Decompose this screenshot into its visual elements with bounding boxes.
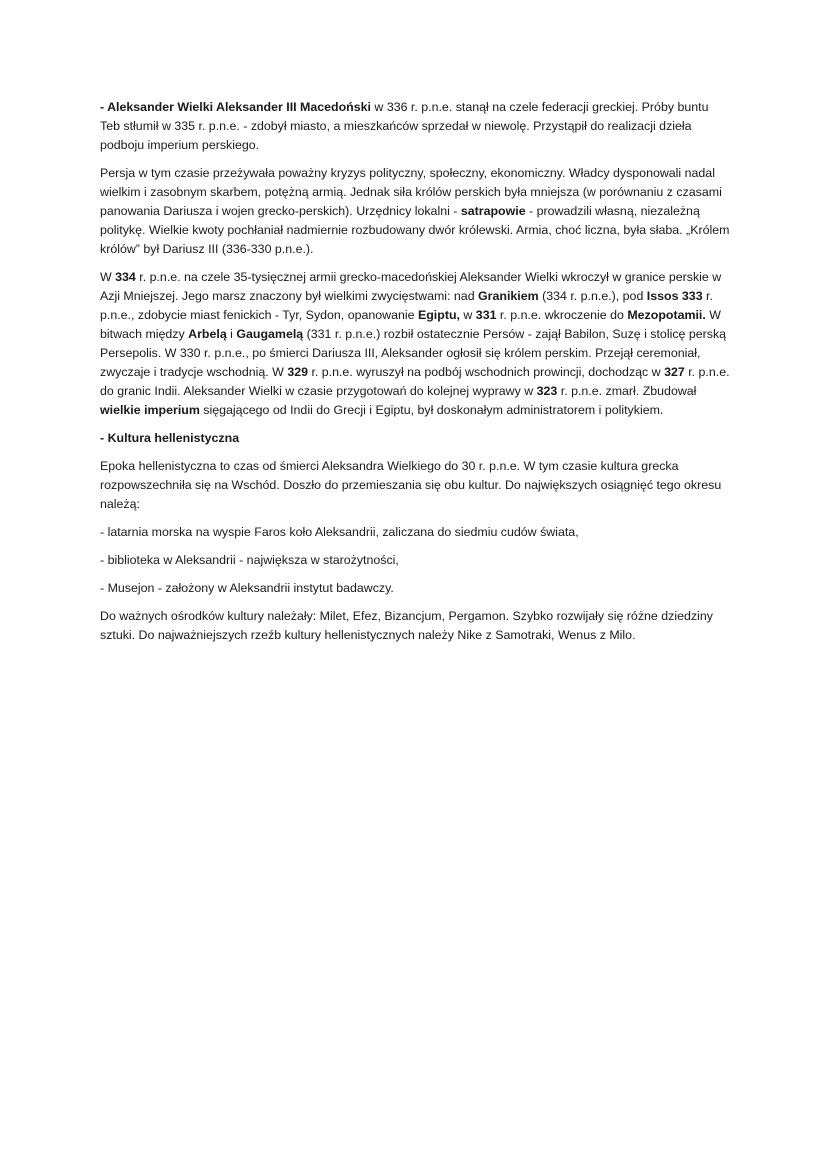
text-segment: - Musejon - założony w Aleksandrii instytut badawczy. xyxy=(100,581,394,595)
list-item-biblioteka xyxy=(100,551,730,570)
list-item-musejon xyxy=(100,579,730,598)
bold-text: Mezopotamii. xyxy=(627,308,706,322)
bold-text: - Kultura hellenistyczna xyxy=(100,431,240,445)
paragraph-osrodki xyxy=(100,607,730,645)
text-segment: w 336 r. p.n.e. stanął na czele federacji greckiej. Próby buntu Teb stłumił w 335 r. p.n.e. - zdobył miasto, a mieszkańców sprzedał w niewolę. Przystąpił do realizacji dzieła podboju imperium perskiego. xyxy=(100,100,709,152)
text-segment: w xyxy=(459,308,476,322)
bold-text: Gaugamelą xyxy=(236,327,304,341)
bold-text: satrapowie xyxy=(460,204,526,218)
bold-text: 327 xyxy=(664,365,685,379)
text-segment: W xyxy=(100,270,116,284)
text-segment: (331 r. p.n.e.) rozbił ostatecznie Persów - zajął Babilon, Suzę i stolicę perską Persepolis. W 330 r. p.n.e., po śmierci Dariusza III, Aleksander ogłosił się królem perskim. Przejął ceremoniał, zwyczaje i tradycje wschodnią. W xyxy=(100,327,727,379)
list-item-latarnia xyxy=(100,523,730,542)
document-page xyxy=(100,98,730,654)
text-segment: - latarnia morska na wyspie Faros koło Aleksandrii, zaliczana do siedmiu cudów świata, xyxy=(100,525,579,539)
text-segment: sięgającego od Indii do Grecji i Egiptu, był doskonałym administratorem i politykiem. xyxy=(199,403,664,417)
text-segment: W bitwach między xyxy=(100,308,721,341)
text-segment: r. p.n.e., zdobycie miast fenickich - Tyr, Sydon, opanowanie xyxy=(100,289,713,322)
text-segment: Persja w tym czasie przeżywała poważny kryzys polityczny, społeczny, ekonomiczny. Władcy dysponowali nadal wielkim i zasobnym skarbem, potężną armią. Jednak siła królów perskich była mniejsza (w porównaniu z czasami panowania Dariusza i wojen grecko-perskich). Urzędnicy lokalni - xyxy=(100,166,722,218)
bold-text: Egiptu, xyxy=(417,308,460,322)
text-segment: - prowadzili własną, niezależną politykę. Wielkie kwoty pochłaniał nadmiernie rozbudowany dwór królewski. Armia, choć liczna, była słaba. „Królem królów” był Dariusz III (336-330 p.n.e.). xyxy=(100,204,730,256)
bold-text: - Aleksander Wielki Aleksander III Macedoński xyxy=(100,100,371,114)
bold-text: Arbelą xyxy=(188,327,227,341)
text-segment: r. p.n.e. wyruszył na podbój wschodnich prowincji, dochodząc w xyxy=(308,365,665,379)
bold-text: Issos 333 xyxy=(646,289,703,303)
paragraph-persja xyxy=(100,164,730,259)
text-segment: - biblioteka w Aleksandrii - największa w starożytności, xyxy=(100,553,399,567)
bold-text: 331 xyxy=(475,308,497,322)
paragraph-aleksander-intro xyxy=(100,98,730,155)
text-segment: Epoka hellenistyczna to czas od śmierci Aleksandra Wielkiego do 30 r. p.n.e. W tym czasie kultura grecka rozpowszechniła się na Wschód. Doszło do przemieszania się obu kultur. Do największych osiągnięć tego okresu należą: xyxy=(100,459,722,511)
bold-text: 329 xyxy=(287,365,308,379)
bold-text: 323 xyxy=(536,384,558,398)
bold-text: 334 xyxy=(115,270,136,284)
text-segment: (334 r. p.n.e.), pod xyxy=(538,289,647,303)
text-segment: i xyxy=(226,327,237,341)
bold-text: wielkie imperium xyxy=(100,403,200,417)
section-heading-kultura xyxy=(100,429,730,448)
text-segment: r. p.n.e. zmarł. Zbudował xyxy=(557,384,697,398)
text-segment: r. p.n.e. na czele 35-tysięcznej armii grecko-macedońskiej Aleksander Wielki wkroczył w granice perskie w Azji Mniejszej. Jego marsz znaczony był wielkimi zwycięstwami: nad xyxy=(100,270,722,303)
paragraph-epoka xyxy=(100,457,730,514)
bold-text: Granikiem xyxy=(478,289,539,303)
paragraph-conquest xyxy=(100,268,730,420)
text-segment: r. p.n.e. wkroczenie do xyxy=(496,308,628,322)
text-segment: r. p.n.e. do granic Indii. Aleksander Wielki w czasie przygotowań do kolejnej wyprawy w xyxy=(100,365,730,398)
text-segment: Do ważnych ośrodków kultury należały: Milet, Efez, Bizancjum, Pergamon. Szybko rozwijały się różne dziedziny sztuki. Do najważniejszych rzeźb kultury hellenistycznych należy Nike z Samotraki, Wenus z Milo. xyxy=(100,609,713,642)
